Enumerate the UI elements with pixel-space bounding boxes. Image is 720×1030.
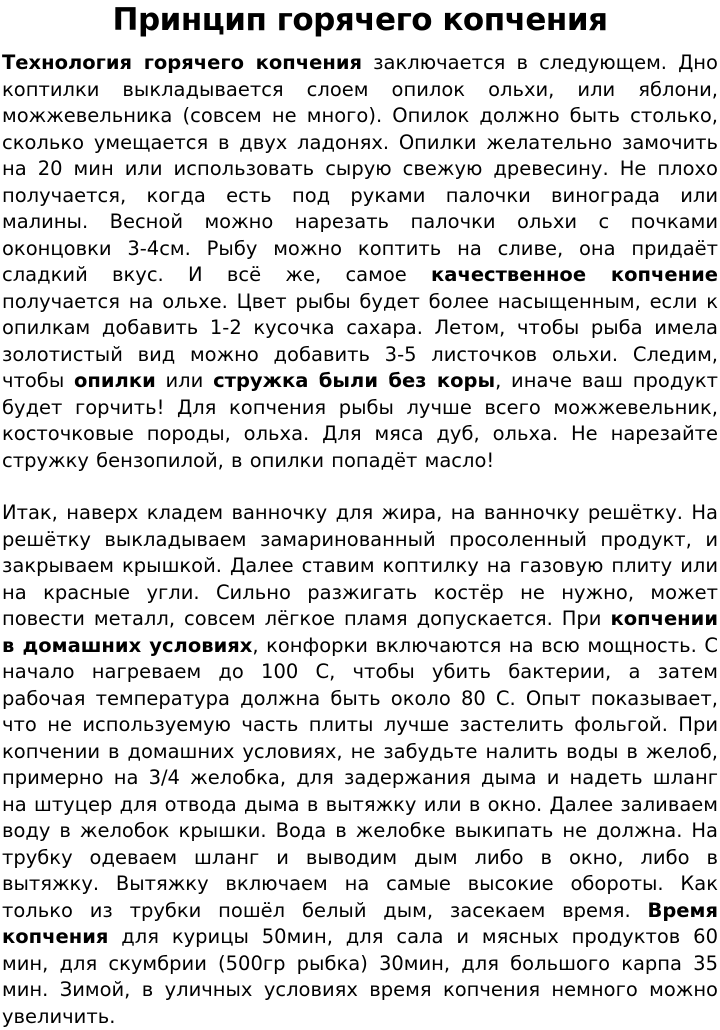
bold-text-segment: копчении в домашних условиях bbox=[2, 607, 718, 657]
page-title: Принцип горячего копчения bbox=[112, 2, 608, 38]
paragraph bbox=[2, 500, 718, 1030]
text-segment: , конфорки включаются на всю мощность. С начало нагреваем до 100 С, чтобы убить бактерии, а затем рабочая температура должна быть около 80 С. Опыт показывает, что не используемую часть плиты лучше застелить фольгой. При копчении в домашних условиях, не забудьте налить воды в желоб, примерно на 3/4 желобка, для задержания дыма и надеть шланг на штуцер для отвода дыма в вытяжку или в окно. Далее заливаем воду в желобок крышки. Вода в желобке выкипать не должна. На трубку одеваем шланг и выводим дым либо в окно, либо в вытяжку. Вытяжку включаем на самые высокие обороты. Как только из трубки пошёл белый дым, засекаем время. bbox=[2, 633, 718, 922]
paragraph bbox=[2, 50, 718, 474]
bold-text-segment: качественное копчение bbox=[431, 263, 718, 286]
bold-text-segment: Технология горячего копчения bbox=[2, 51, 363, 74]
bold-text-segment: опилки bbox=[74, 369, 156, 392]
text-segment: получается на ольхе. Цвет рыбы будет более насыщенным, если к опилкам добавить 1-2 кусочка сахара. Летом, чтобы рыба имела золотистый вид можно добавить 3-5 листочков ольхи. Следим, чтобы bbox=[2, 289, 718, 392]
text-segment: или bbox=[155, 369, 214, 392]
document-page bbox=[0, 2, 720, 1030]
text-segment: , иначе ваш продукт будет горчить! Для копчения рыбы лучше всего можжевельник, косточковые породы, ольха. Для мяса дуб, ольха. Не нарезайте стружку бензопилой, в опилки попадёт масло! bbox=[2, 369, 718, 472]
bold-text-segment: стружка были без коры bbox=[213, 369, 496, 392]
bold-text-segment: Время копчения bbox=[2, 898, 718, 948]
document-body bbox=[2, 50, 718, 1030]
text-segment: Итак, наверх кладем ванночку для жира, на ванночку решётку. На решётку выкладываем замаринованный просоленный продукт, и закрываем крышкой. Далее ставим коптилку на газовую плиту или на красные угли. Сильно разжигать костёр не нужно, может повести металл, совсем лёгкое пламя допускается. При bbox=[2, 501, 718, 630]
text-segment: для курицы 50мин, для сала и мясных продуктов 60 мин, для скумбрии (500гр рыбка) 30мин, для большого карпа 35 мин. Зимой, в уличных условиях время копчения немного можно увеличить. bbox=[2, 925, 718, 1028]
text-segment: заключается в следующем. Дно коптилки выкладывается слоем опилок ольхи, или яблони, можжевельника (совсем не много). Опилок должно быть столько, сколько умещается в двух ладонях. Опилки желательно замочить на 20 мин или использовать сырую свежую древесину. Не плохо получается, когда есть под руками палочки винограда или малины. Весной можно нарезать палочки ольхи с почками оконцовки 3-4см. Рыбу можно коптить на сливе, она придаёт сладкий вкус. И всё же, самое bbox=[2, 51, 718, 286]
